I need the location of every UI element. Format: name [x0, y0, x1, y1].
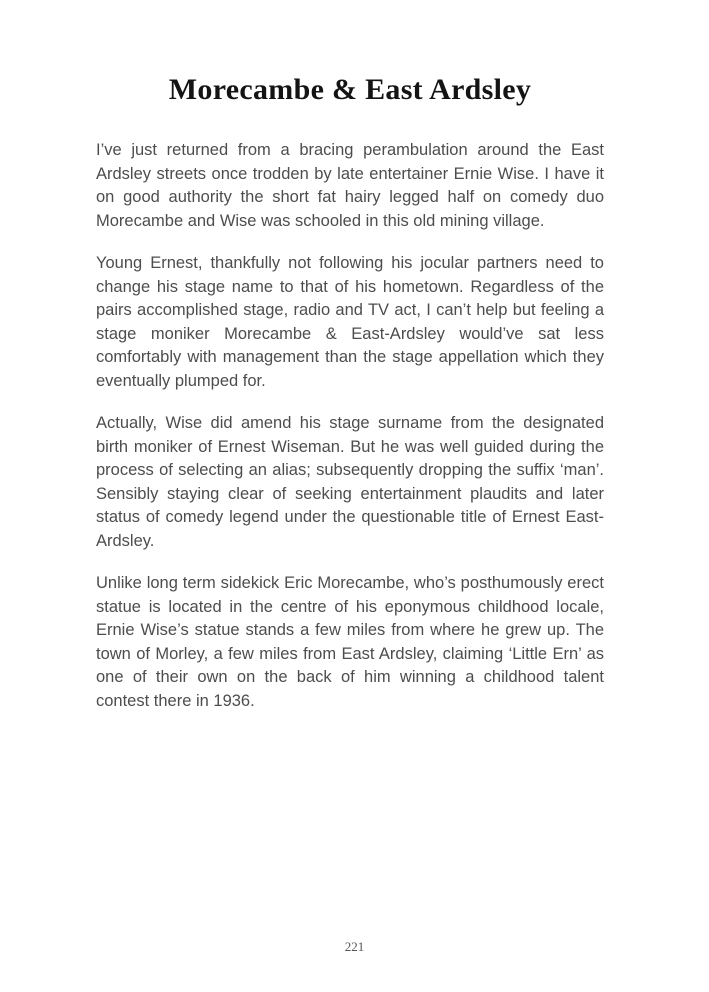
paragraph-3: Actually, Wise did amend his stage surname from the designated birth moniker of Ernest Wiseman. But he was well guided during the process of selecting an alias; subsequently dropping the suffix ‘man’. Sensibly staying clear of seeking entertainment plaudits and later status of comedy legend under the questionable title of Ernest East-Ardsley. [96, 414, 604, 550]
page-number: 221 [344, 939, 365, 954]
article-body [96, 139, 604, 713]
paragraph-2: Young Ernest, thankfully not following his jocular partners need to change his stage name to that of his hometown. Regardless of the pairs accomplished stage, radio and TV act, I can’t help but feeling a stage moniker Morecambe & East-Ardsley would’ve sat less comfortably with management than the stage appellation which they eventually plumped for. [96, 254, 604, 390]
paragraph-4: Unlike long term sidekick Eric Morecambe, who’s posthumously erect statue is located in the centre of his eponymous childhood locale, Ernie Wise’s statue stands a few miles from where he grew up. The town of Morley, a few miles from East Ardsley, claiming ‘Little Ern’ as one of their own on the back of him winning a childhood talent contest there in 1936. [96, 574, 604, 710]
paragraph-1: I’ve just returned from a bracing perambulation around the East Ardsley streets once trodden by late entertainer Ernie Wise. I have it on good authority the short fat hairy legged half on comedy duo Morecambe and Wise was schooled in this old mining village. [96, 141, 604, 230]
page-title: Morecambe & East Ardsley [168, 73, 532, 106]
